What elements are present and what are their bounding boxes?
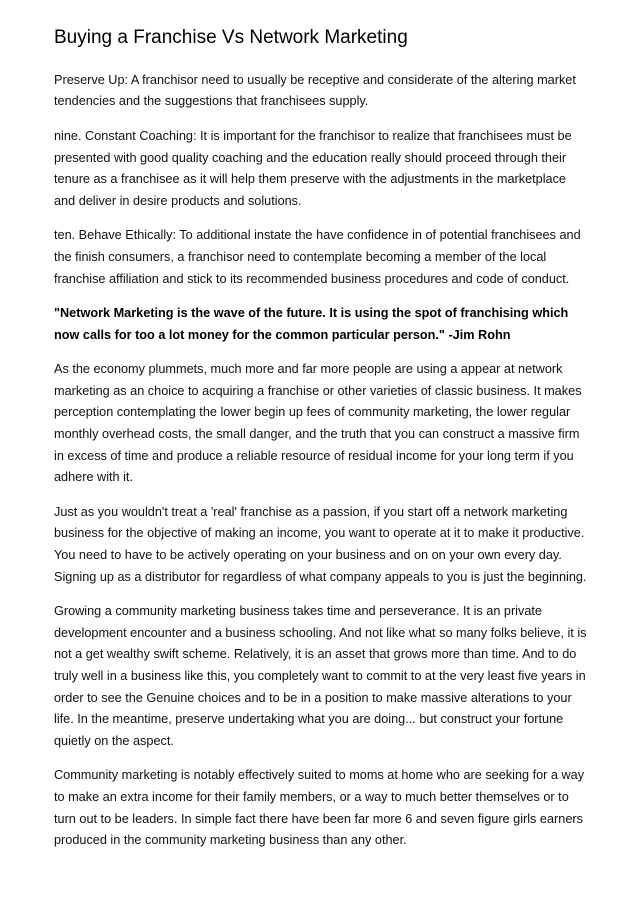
- paragraph-economy: As the economy plummets, much more and far more people are using a appear at network marketing as an choice to acquiring a franchise or other varieties of classic business. It makes perception contemplating the lower begin up fees of community marketing, the lower regular monthly overhead costs, the small danger, and the truth that you can construct a massive firm in excess of time and produce a reliable resource of residual income for your long term if you adhere with it.: [54, 362, 582, 485]
- paragraph-behave-ethically: ten. Behave Ethically: To additional instate the have confidence in of potential franchisees and the finish consumers, a franchisor need to contemplate becoming a member of the local franchise affiliation and stick to its recommended business procedures and code of conduct.: [54, 228, 581, 286]
- quote-jim-rohn: "Network Marketing is the wave of the future. It is using the spot of franchising which now calls for too a lot money for the common particular person." -Jim Rohn: [54, 306, 569, 342]
- document-title: Buying a Franchise Vs Network Marketing: [54, 27, 408, 48]
- paragraph-preserve-up: Preserve Up: A franchisor need to usually be receptive and considerate of the altering market tendencies and the suggestions that franchisees supply.: [54, 72, 576, 109]
- paragraph-moms-at-home: Community marketing is notably effectively suited to moms at home who are seeking for a way to make an extra income for their family members, or a way to much better themselves or to turn out to be leaders. In simple fact there have been far more 6 and seven figure girls earners produced in the community marketing business than any other.: [54, 768, 585, 848]
- paragraph-real-franchise: Just as you wouldn't treat a 'real' franchise as a passion, if you start off a network marketing business for the objective of making an income, you want to operate at it to make it productive. You need to have to be actively operating on your business and on on your own every day. Signing up as a distributor for regardless of what company appeals to you is just the beginning.: [54, 504, 587, 584]
- paragraph-constant-coaching: nine. Constant Coaching: It is important for the franchisor to realize that franchisees must be presented with good quality coaching and the education really should proceed through their tenure as a franchisee as it will help them preserve with the adjustments in the marketplace and deliver in desire products and solutions.: [54, 128, 572, 208]
- paragraph-growing-business: Growing a community marketing business takes time and perseverance. It is an private development encounter and a business schooling. And not like what so many folks believe, it is not a get wealthy swift scheme. Relatively, it is an asset that grows more than time. And to do truly well in a business like this, you completely want to commit to at the very least five years in order to see the Genuine choices and to be in a position to make massive alterations to your life. In the meantime, preserve undertaking what you are doing... but construct your fortune quietly on the aspect.: [54, 604, 587, 748]
